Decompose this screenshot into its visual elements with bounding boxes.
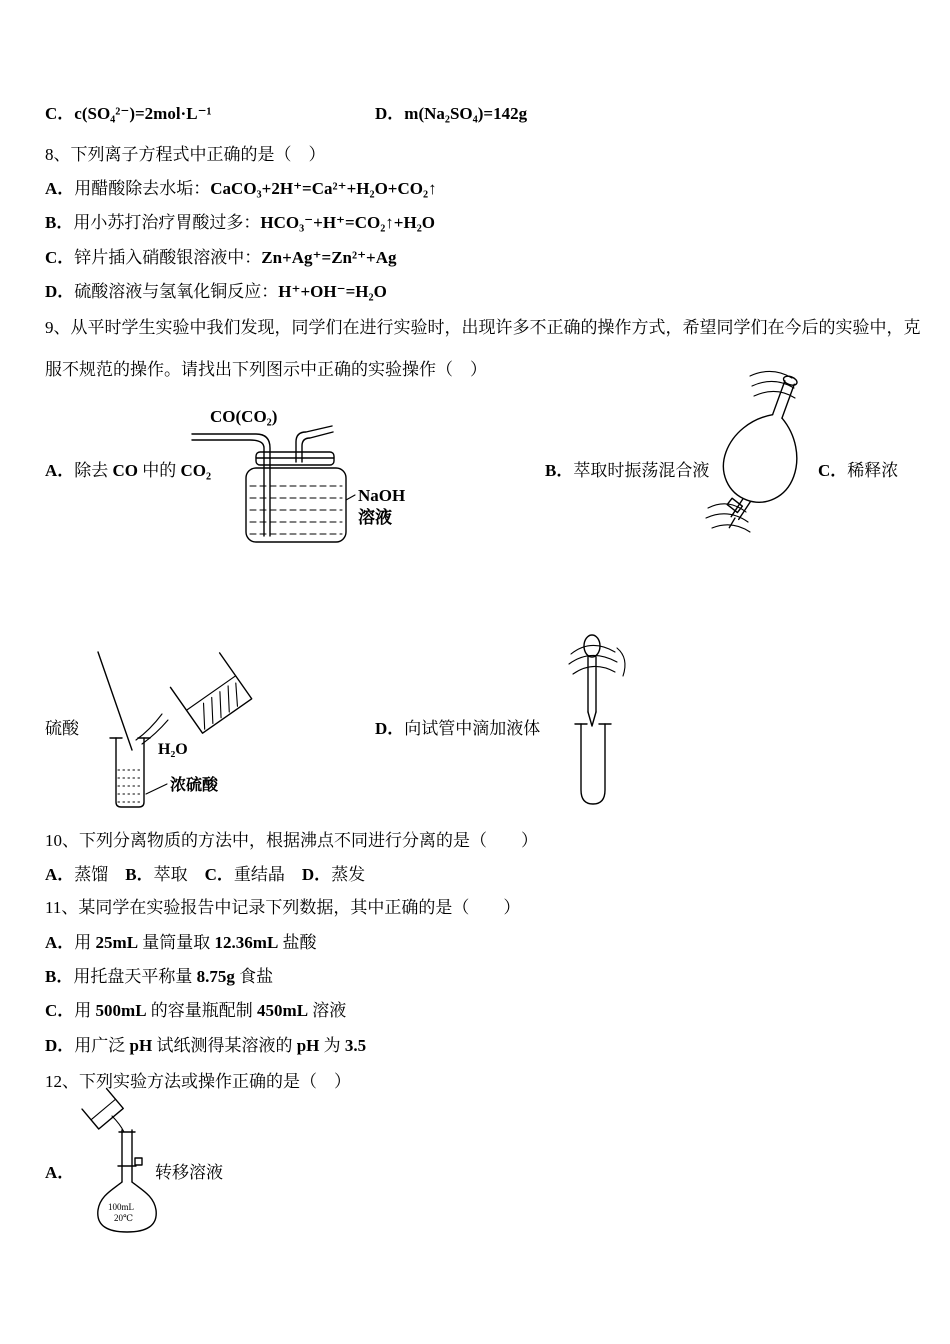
q10-options: A．蒸馏 B．萃取 C．重结晶 D．蒸发 [45,865,366,884]
flask-temperature-label: 20℃ [114,1213,134,1223]
bottle-body [246,468,346,542]
q12-option-a-text: 转移溶液 [155,1163,223,1182]
hand-fingers [569,645,625,676]
separating-funnel [702,365,825,543]
q8-option-b: B．用小苏打治疗胃酸过多：HCO₃⁻+H⁺=CO₂↑+H₂O [45,213,436,232]
small-beaker [82,1089,123,1129]
q11-stem: 11、某同学在实验报告中记录下列数据，其中正确的是（ ） [45,898,521,917]
lower-hand [706,504,750,532]
q11-option-d: D．用广泛 pH 试纸测得某溶液的 pH 为 3.5 [45,1036,367,1055]
gas-inlet-label: CO(CO₂) [210,407,278,426]
q8-stem: 8、下列离子方程式中正确的是（ ） [45,145,326,164]
prev-option-c: C．c(SO₄²⁻)=2mol·L⁻¹ [45,104,212,123]
inlet-tube [192,434,270,536]
label-pointer-line [346,495,355,500]
flask-neck [118,1130,142,1182]
solution-label: 溶液 [358,508,392,527]
naoh-label: NaOH [358,486,406,505]
acid-pointer-line [146,784,167,794]
water-stream [136,714,168,744]
upper-hand [750,371,795,398]
q9-option-c-label-cont: 硫酸 [45,719,79,738]
acid-cylinder [110,738,150,807]
acid-label: 浓硫酸 [170,777,219,794]
outlet-tube [296,426,333,462]
q8-option-c: C．锌片插入硝酸银溶液中：Zn+Ag⁺=Zn²⁺+Ag [45,248,397,267]
flask-volume-label: 100mL [108,1202,134,1212]
dropper-test-tube-diagram [535,630,645,812]
prev-option-d: D．m(Na₂SO₄)=142g [375,104,528,123]
q9-stem-line2: 服不规范的操作。请找出下列图示中正确的实验操作（ ） [45,360,487,379]
q8-option-a: A．用醋酸除去水垢：CaCO₃+2H⁺=Ca²⁺+H₂O+CO₂↑ [45,179,437,198]
q9-stem-line1: 9、从平时学生实验中我们发现，同学们在进行实验时，出现许多不正确的操作方式，希望同学们在今后的实验中，克 [45,318,921,337]
glass-rod [98,652,132,750]
q9-option-d-label: D．向试管中滴加液体 [375,719,541,738]
q12-stem: 12、下列实验方法或操作正确的是（ ） [45,1072,351,1091]
bottle-cap [256,452,334,465]
water-label: H₂O [158,741,188,758]
q11-option-c: C．用 500mL 的容量瓶配制 450mL 溶液 [45,1001,347,1020]
q10-stem: 10、下列分离物质的方法中，根据沸点不同进行分离的是（ ） [45,831,538,850]
pouring-beaker [170,653,251,733]
q9-option-b-label: B．萃取时振荡混合液 [545,461,710,480]
q11-option-a: A．用 25mL 量筒量取 12.36mL 盐酸 [45,933,317,952]
q11-option-b: B．用托盘天平称量 8.75g 食盐 [45,967,274,986]
q12-option-a-label: A． [45,1163,75,1182]
test-tube [575,724,611,804]
separating-funnel-diagram [680,368,840,543]
q8-option-d: D．硫酸溶液与氢氧化铜反应：H⁺+OH⁻=H₂O [45,282,387,301]
q9-option-a-label: A．除去 CO 中的 CO₂ [45,461,212,480]
dilution-diagram [70,650,290,815]
q9-option-c-label: C．稀释浓 [818,461,899,480]
gas-washing-bottle-diagram [190,400,450,555]
